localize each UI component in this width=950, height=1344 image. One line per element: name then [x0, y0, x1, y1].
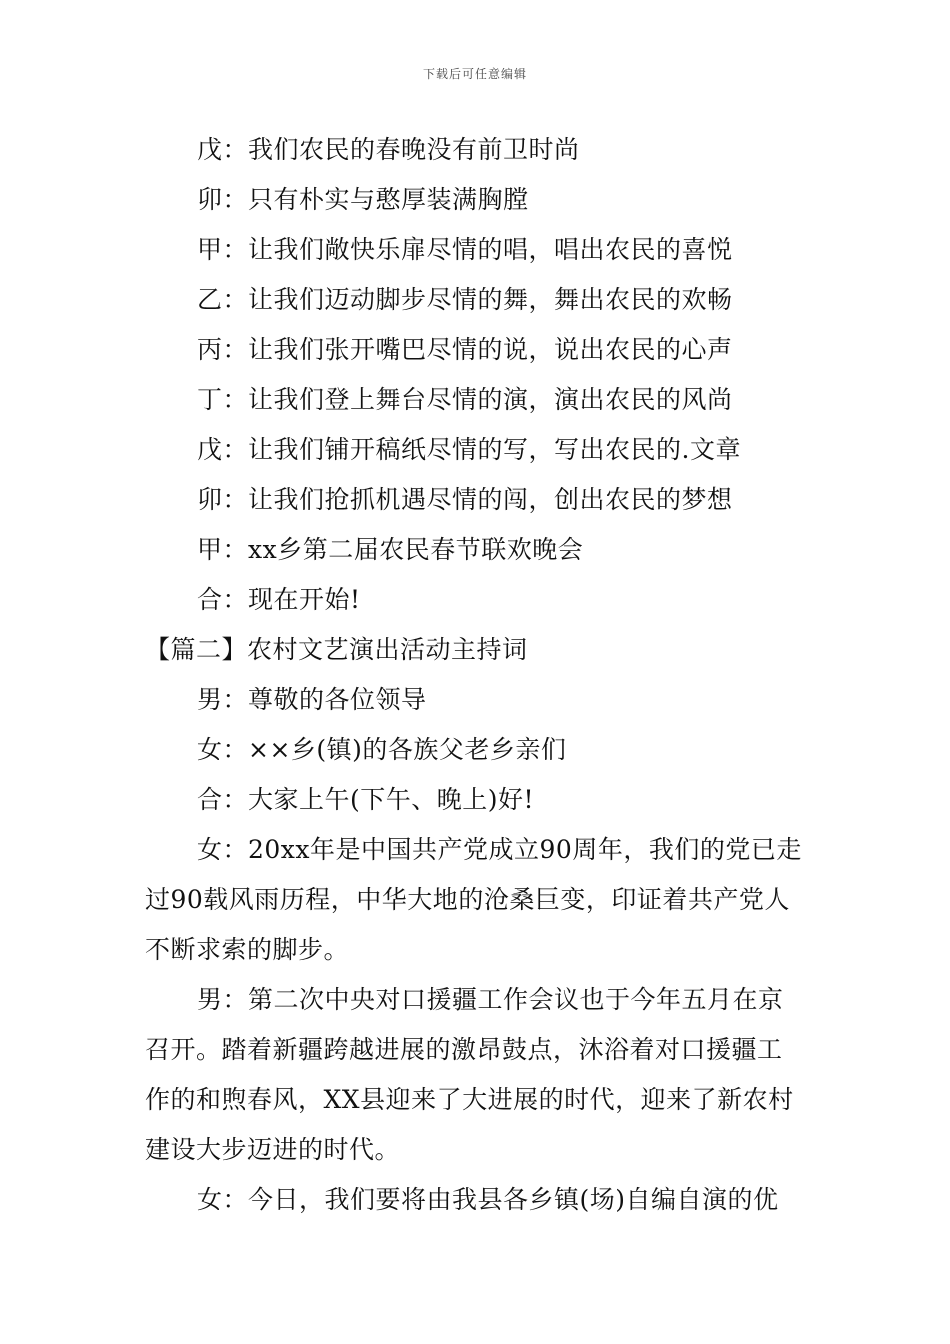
paragraph-line: 不断求索的脚步。	[145, 935, 350, 964]
dialogue-line: 乙：让我们迈动脚步尽情的舞，舞出农民的欢畅	[197, 285, 733, 314]
section-title: 【篇二】农村文艺演出活动主持词	[145, 635, 528, 664]
paragraph-line: 男：第二次中央对口援疆工作会议也于今年五月在京	[197, 985, 784, 1014]
dialogue-line: 合：大家上午(下午、晚上)好!	[197, 785, 535, 814]
paragraph	[145, 1175, 810, 1225]
paragraph-line: 召开。踏着新疆跨越进展的激昂鼓点，沐浴着对口援疆工	[145, 1035, 783, 1064]
dialogue-line: 男：尊敬的各位领导	[197, 685, 427, 714]
document-body	[145, 125, 810, 1225]
paragraph-line: 建设大步迈进的时代。	[145, 1135, 401, 1164]
dialogue-line: 丙：让我们张开嘴巴尽情的说，说出农民的心声	[197, 335, 733, 364]
dialogue-line: 丁：让我们登上舞台尽情的演，演出农民的风尚	[197, 385, 733, 414]
paragraph-line: 女：20xx年是中国共产党成立90周年，我们的党已走	[197, 835, 802, 864]
dialogue-line: 甲：让我们敞快乐扉尽情的唱，唱出农民的喜悦	[197, 235, 733, 264]
header-note: 下载后可任意编辑	[422, 67, 527, 81]
paragraph-line: 作的和煦春风，XX县迎来了大进展的时代，迎来了新农村	[145, 1085, 794, 1114]
dialogue-line: 女：××乡(镇)的各族父老乡亲们	[197, 735, 567, 764]
dialogue-line: 戊：让我们铺开稿纸尽情的写，写出农民的.文章	[197, 435, 741, 464]
dialogue-line: 戊：我们农民的春晚没有前卫时尚	[197, 135, 580, 164]
paragraph-line: 女：今日，我们要将由我县各乡镇(场)自编自演的优	[197, 1185, 779, 1214]
dialogue-line: 卯：只有朴实与憨厚装满胸膛	[197, 185, 529, 214]
dialogue-line: 合：现在开始!	[197, 585, 361, 614]
dialogue-line: 甲：xx乡第二届农民春节联欢晚会	[197, 535, 584, 564]
paragraph	[145, 975, 810, 1175]
dialogue-line: 卯：让我们抢抓机遇尽情的闯，创出农民的梦想	[197, 485, 733, 514]
paragraph	[145, 825, 810, 975]
paragraph-line: 过90载风雨历程，中华大地的沧桑巨变，印证着共产党人	[145, 885, 790, 914]
